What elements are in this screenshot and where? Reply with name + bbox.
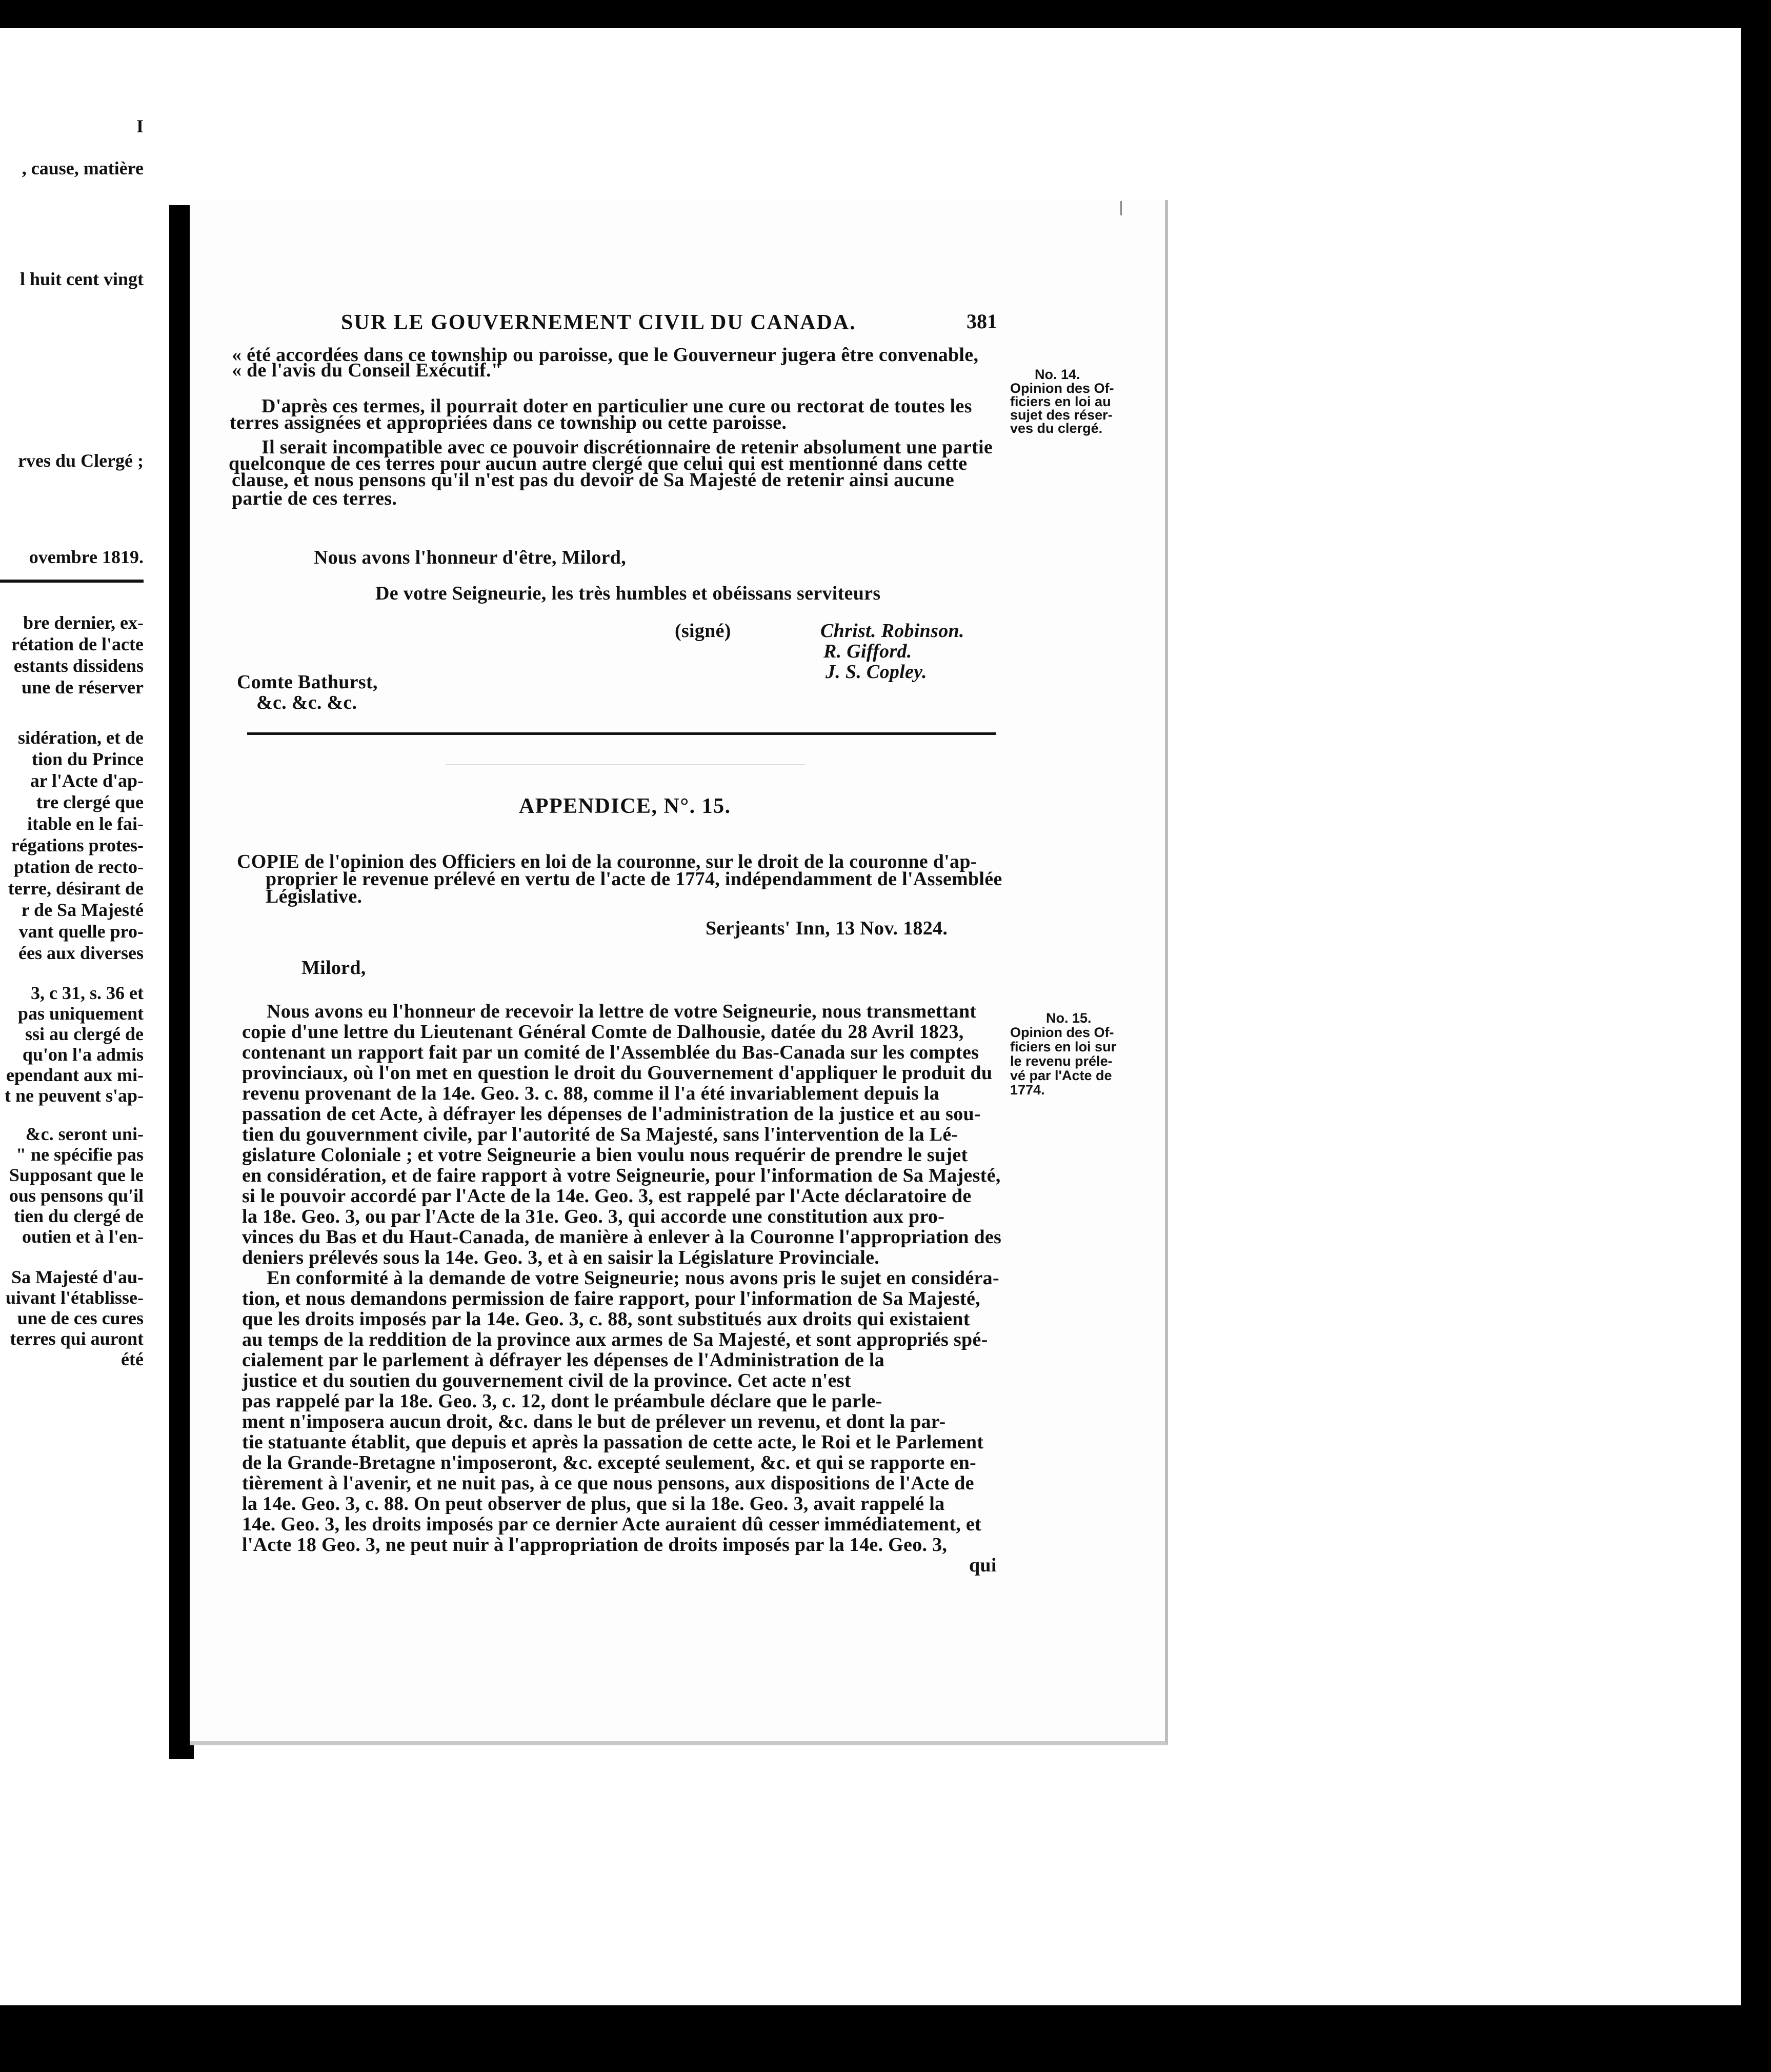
facing-page-line: ptation de recto- (13, 856, 144, 877)
letter-line: passation de cet Acte, à défrayer les dépenses de l'administration de la justice et au sou- (242, 1103, 981, 1125)
facing-page-line: rves du Clergé ; (18, 450, 144, 471)
facing-page-line: vant quelle pro- (18, 921, 144, 942)
opening-line: partie de ces terres. (232, 488, 397, 509)
letter-line: la 14e. Geo. 3, c. 88. On peut observer de plus, que si la 18e. Geo. 3, avait rappelé la (242, 1493, 945, 1515)
letter-line: que les droits imposés par la 14e. Geo. 3, c. 88, sont substitués aux droits qui existaient (242, 1308, 970, 1330)
facing-page-line: ovembre 1819. (29, 547, 144, 567)
letter-line: revenu provenant de la 14e. Geo. 3. c. 88, comme il l'a été invariablement depuis la (242, 1083, 940, 1104)
facing-page-line: uivant l'établisse- (5, 1287, 144, 1308)
facing-page-line: " ne spécifie pas (16, 1144, 144, 1165)
letter-line: 14e. Geo. 3, les droits imposés par ce dernier Acte auraient dû cesser immédiatement, et (242, 1513, 981, 1535)
closing-line-2: De votre Seigneurie, les très humbles et obéissans serviteurs (375, 583, 881, 604)
signatory-gifford: R. Gifford. (823, 641, 912, 662)
signatory-robinson: Christ. Robinson. (820, 620, 964, 642)
facing-page-line: t ne peuvent s'ap- (4, 1085, 144, 1106)
closing-line: Nous avons l'honneur d'être, Milord, (314, 547, 627, 568)
letter-line: cialement par le parlement à défrayer les dépenses de l'Administration de la (242, 1349, 885, 1371)
letter-line: Nous avons eu l'honneur de recevoir la lettre de votre Seigneurie, nous transmettant (267, 1001, 977, 1022)
margin-note-14-line: Opinion des Of- (1010, 381, 1114, 396)
letter-line: provinciaux, où l'on met en question le droit du Gouvernement d'appliquer le produit du (242, 1062, 993, 1084)
margin-note-15-line: Opinion des Of- (1010, 1025, 1114, 1040)
letter-line: vinces du Bas et du Haut-Canada, de manière à enlever à la Couronne l'appropriation des (242, 1226, 1002, 1248)
letter-line: de la Grande-Bretagne n'imposeront, &c. excepté seulement, &c. et qui se rapporte en- (242, 1452, 976, 1473)
facing-page-line: tion du Prince (31, 749, 144, 769)
facing-page-line: rétation de l'acte (11, 634, 144, 654)
facing-page-line: bre dernier, ex- (23, 612, 144, 633)
margin-note-15-line: vé par l'Acte de (1010, 1068, 1112, 1083)
letter-line: tion, et nous demandons permission de faire rapport, pour l'information de Sa Majesté, (242, 1288, 980, 1309)
copie-line: proprier le revenue prélevé en vertu de l'acte de 1774, indépendamment de l'Assemblée (266, 868, 1002, 890)
facing-page-line: été (121, 1349, 144, 1369)
facing-page-line: ar l'Acte d'ap- (30, 770, 144, 791)
facing-page-line: outien et à l'en- (22, 1226, 144, 1247)
opening-line: « de l'avis du Conseil Exécutif." (232, 360, 502, 381)
letter-line: la 18e. Geo. 3, ou par l'Acte de la 31e. Geo. 3, qui accorde une constitution aux pro- (242, 1206, 945, 1227)
facing-page-line: ées aux diverses (18, 943, 144, 963)
copie-line: COPIE de l'opinion des Officiers en loi de la couronne, sur le droit de la couronne d'ap- (237, 851, 977, 872)
facing-page-line: tre clergé que (36, 792, 144, 812)
running-head: SUR LE GOUVERNEMENT CIVIL DU CANADA. (341, 311, 856, 334)
addressee-name: Comte Bathurst, (237, 671, 378, 693)
facing-page-line: ependant aux mi- (6, 1065, 144, 1085)
letter-line: tièrement à l'avenir, et ne nuit pas, à ce que nous pensons, aux dispositions de l'Acte de (242, 1472, 974, 1494)
margin-note-15-line: le revenu préle- (1010, 1053, 1113, 1069)
facing-page-line: ous pensons qu'il (9, 1185, 144, 1206)
facing-page-line: sidération, et de (18, 727, 144, 748)
addressee-etc: &c. &c. &c. (256, 692, 357, 713)
facing-page-line: 3, c 31, s. 36 et (31, 983, 144, 1003)
section-rule (247, 732, 996, 735)
margin-note-15-line: 1774. (1010, 1082, 1045, 1098)
letter-line: contenant un rapport fait par un comité de l'Assemblée du Bas-Canada sur les comptes (242, 1042, 979, 1063)
salutation: Milord, (301, 957, 366, 979)
copie-line: Législative. (266, 886, 363, 907)
margin-note-14-line: sujet des réser- (1010, 407, 1113, 423)
letter-line: gislature Coloniale ; et votre Seigneurie a bien voulu nous requérir de prendre le sujet (242, 1144, 968, 1166)
facing-page-line: &c. seront uni- (25, 1124, 144, 1144)
letter-line: si le pouvoir accordé par l'Acte de la 14e. Geo. 3, est rappelé par l'Acte déclaratoire de (242, 1185, 972, 1207)
page-corner-mark (1120, 201, 1122, 215)
facing-page-line: estants dissidens (13, 655, 144, 676)
page-381 (190, 200, 1168, 1745)
opening-line: clause, et nous pensons qu'il n'est pas du devoir de Sa Majesté de retenir ainsi aucune (232, 469, 955, 491)
facing-page-line: tien du clergé de (14, 1206, 144, 1226)
facing-page-line: pas uniquement (17, 1003, 144, 1024)
letter-line: ment n'imposera aucun droit, &c. dans le but de prélever un revenu, et dont la par- (242, 1411, 946, 1432)
facing-page-line: qu'on l'a admis (22, 1044, 144, 1065)
letter-line: copie d'une lettre du Lieutenant Général Comte de Dalhousie, datée du 28 Avril 1823, (242, 1021, 964, 1043)
facing-page-line: ssi au clergé de (25, 1024, 144, 1044)
letter-line: au temps de la reddition de la province aux armes de Sa Majesté, et sont appropriés spé- (242, 1329, 988, 1350)
margin-note-14-line: No. 14. (1035, 367, 1080, 382)
facing-page-line: terres qui auront (10, 1328, 144, 1349)
signe-label: (signé) (675, 620, 731, 642)
letter-line: justice et du soutien du gouvernement civil de la province. Cet acte n'est (242, 1370, 851, 1391)
dateline: Serjeants' Inn, 13 Nov. 1824. (706, 918, 948, 939)
margin-note-15-line: ficiers en loi sur (1010, 1039, 1117, 1054)
facing-page-rule (0, 580, 144, 583)
facing-page-line: Sa Majesté d'au- (11, 1267, 144, 1287)
facing-page-line: régations protes- (11, 835, 144, 855)
letter-line: En conformité à la demande de votre Seigneurie; nous avons pris le sujet en considéra- (267, 1267, 999, 1289)
opening-line: terres assignées et appropriées dans ce township ou cette paroisse. (230, 412, 787, 433)
facing-page-line: Supposant que le (9, 1165, 144, 1185)
facing-page-line: , cause, matière (22, 158, 144, 178)
letter-line: l'Acte 18 Geo. 3, ne peut nuir à l'appropriation de droits imposés par la 14e. Geo. 3, (242, 1534, 948, 1556)
letter-line: deniers prélevés sous la 14e. Geo. 3, et à en saisir la Législature Provinciale. (242, 1247, 880, 1268)
signatory-copley: J. S. Copley. (826, 661, 927, 683)
letter-line: pas rappelé par la 18e. Geo. 3, c. 12, dont le préambule déclare que le parle- (242, 1390, 882, 1412)
margin-note-14-line: ficiers en loi au (1010, 394, 1111, 409)
opening-line: D'après ces termes, il pourrait doter en particulier une cure ou rectorat de toutes les (261, 395, 972, 417)
letter-line: tien du gouvernment civile, par l'autorité de Sa Majesté, sans l'intervention de la Lé- (242, 1124, 958, 1145)
facing-page-line: une de réserver (22, 677, 144, 698)
facing-page-line: terre, désirant de (8, 878, 144, 899)
opening-line: Il serait incompatible avec ce pouvoir discrétionnaire de retenir absolument une partie (261, 436, 993, 458)
facing-page-line: r de Sa Majesté (21, 900, 144, 920)
facing-page-line: itable en le fai- (27, 813, 144, 834)
letter-line: tie statuante établit, que depuis et après la passation de cette acte, le Roi et le Parlement (242, 1431, 984, 1453)
show-through-line (446, 764, 805, 765)
facing-page-line: I (136, 116, 144, 136)
page-number: 381 (967, 310, 997, 333)
facing-page (0, 116, 174, 1757)
margin-note-14-line: ves du clergé. (1010, 421, 1103, 436)
opening-line: quelconque de ces terres pour aucun autre clergé que celui qui est mentionné dans cette (229, 453, 968, 474)
facing-page-line: l huit cent vingt (19, 269, 144, 289)
opening-line: « été accordées dans ce township ou paroisse, que le Gouverneur jugera être convenable, (232, 344, 979, 366)
margin-note-15-line: No. 15. (1046, 1010, 1092, 1026)
facing-page-line: une de ces cures (17, 1308, 144, 1328)
letter-line: qui (969, 1555, 997, 1576)
appendix-title: APPENDICE, N°. 15. (519, 794, 731, 818)
letter-line: en considération, et de faire rapport à votre Seigneurie, pour l'information de Sa Majesté, (242, 1165, 1001, 1186)
